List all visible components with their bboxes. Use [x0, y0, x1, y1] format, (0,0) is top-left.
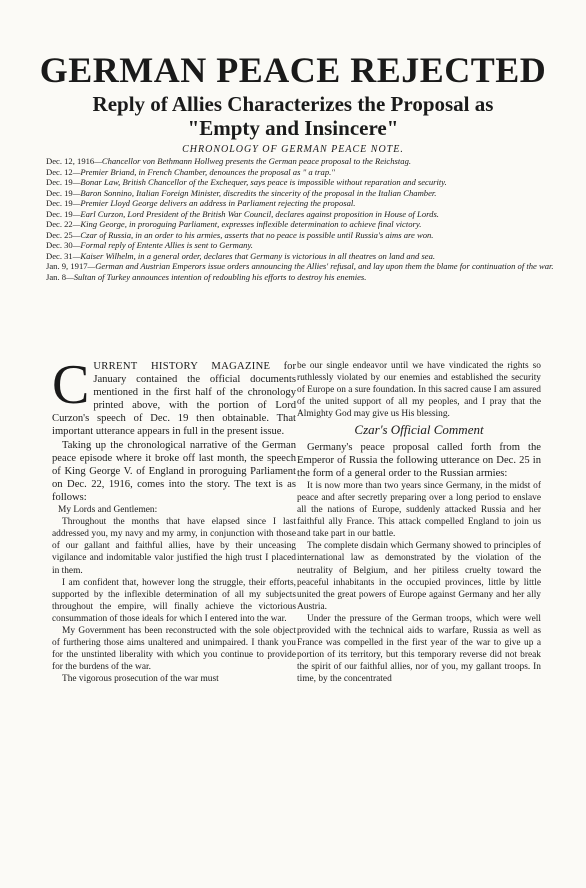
order-paragraph: The complete disdain which Germany showed to principles of international law as demonstrated by the violation of the neutrality of Belgium, and her pitiless cruelty toward the peaceful inhabitants in the occupied provinces, little by little united the great powers of Europe against Germany and her ally Austria.	[297, 541, 541, 612]
subhead: Reply of Allies Characterizes the Proposal as "Empty and Insincere"	[92, 92, 494, 140]
lead-text: for January contained the official documents mentioned in the first half of the chronology printed above, with the portion of Lord Curzon's speech of Dec. 19 then obtainable. That important utterance appears in full in the present issue.	[52, 361, 296, 438]
entry-text: —Premier Briand, in French Chamber, denounces the proposal as " a trap."	[72, 166, 335, 177]
entry-text: —Premier Lloyd George delivers an address in Parliament rejecting the proposal.	[72, 198, 356, 208]
entry-date: Dec. 19	[46, 187, 73, 198]
entry-text: —Kaiser Wilhelm, in a general order, declares that Germany is victorious in all theatres on land and sea.	[72, 250, 436, 261]
entry-text: —German and Austrian Emperors issue orders announcing the Allies' refusal, and lay upon them the blame for continuation of the war.	[87, 261, 554, 271]
entry-date: Jan. 9, 1917	[46, 261, 88, 271]
article-right-column	[297, 360, 541, 685]
lead-paragraph	[52, 354, 296, 439]
speech-paragraph: My Government has been reconstructed with the sole object of furthering those aims unaltered and unimpaired. I thank you for the unstinted liberality with which you continue to provide for the burdens of the war.	[52, 625, 296, 673]
drop-cap: C	[52, 354, 90, 416]
entry-date: Dec. 30	[46, 240, 73, 250]
speech-paragraph: be our single endeavor until we have vindicated the rights so ruthlessly violated by our enemies and established the security of Europe on a sure foundation. In this sacred cause I am assured of the united support of all my peoples, and I pray that the Almighty God may give us His blessing.	[297, 361, 541, 420]
entry-date: Dec. 19	[46, 208, 73, 219]
entry-date: Dec. 12	[46, 166, 73, 177]
chronology-entry	[46, 272, 562, 283]
entry-date: Dec. 19	[46, 177, 73, 187]
chronology-entry	[46, 198, 562, 209]
speech-salutation: My Lords and Gentlemen:	[58, 505, 158, 516]
paragraph: Germany's peace proposal called forth from the Emperor of Russia the following utterance on Dec. 25 in the form of a general order to the Russian armies:	[297, 441, 541, 479]
entry-text: —Chancellor von Bethmann Hollweg presents the German peace proposal to the Reichstag.	[94, 156, 412, 166]
chronology-title: CHRONOLOGY OF GERMAN PEACE NOTE.	[182, 144, 404, 155]
entry-text: —Baron Sonnino, Italian Foreign Minister, discredits the sincerity of the proposal in the Italian Chamber.	[72, 187, 437, 198]
chronology-list	[46, 156, 562, 282]
entry-text: —Bonar Law, British Chancellor of the Exchequer, says peace is impossible without reparation and security.	[72, 177, 447, 187]
chronology-entry	[46, 251, 562, 262]
entry-text: —Czar of Russia, in an order to his armies, asserts that no peace is possible until Russia's aims are won.	[72, 229, 434, 240]
lead-caps: URRENT HISTORY MAGAZINE	[93, 361, 271, 372]
entry-text: —Earl Curzon, Lord President of the British War Council, declares against proposition in House of Lords.	[72, 208, 439, 219]
article-left-column	[52, 354, 296, 685]
section-heading: Czar's Official Comment	[354, 422, 484, 438]
headline: GERMAN PEACE REJECTED	[39, 50, 547, 90]
entry-date: Jan. 8	[46, 271, 67, 282]
entry-text: —Formal reply of Entente Allies is sent to Germany.	[72, 240, 253, 250]
chronology-entry	[46, 230, 562, 241]
chronology-entry	[46, 219, 562, 230]
entry-text: —King George, in proroguing Parliament, expresses inflexible determination to achieve final victory.	[72, 219, 422, 229]
speech-paragraph: The vigorous prosecution of the war must	[62, 674, 219, 685]
chronology-entry	[46, 177, 562, 188]
order-paragraph: Under the pressure of the German troops, which were well provided with the technical aids to warfare, Russia as well as France was compelled in the first year of the war to give up a portion of its territory, but this temporary reverse did not break the spirit of our faithful allies, nor of you, my gallant troops. In time, by the concentrated	[297, 613, 541, 685]
chronology-entry	[46, 261, 562, 272]
chronology-entry	[46, 167, 562, 178]
entry-text: —Sultan of Turkey announces intention of redoubling his efforts to destroy his enemies.	[66, 271, 367, 282]
order-paragraph: It is now more than two years since Germany, in the midst of peace and after secretly preparing over a long period to enslave all the nations of Europe, suddenly attacked Russia and her faithful ally France. This attack compelled England to join us and take part in our battle.	[297, 480, 541, 540]
speech-paragraph: I am confident that, however long the struggle, their efforts, supported by the inflexible determination of all my subjects throughout the empire, will finally achieve the victorious consummation of those ideals for which I entered into the war.	[52, 577, 296, 624]
paragraph: Taking up the chronological narrative of the German peace episode where it broke off last month, the speech of King George V. of England in proroguing Parliament on Dec. 22, 1916, comes into the story. The text is as follows:	[52, 439, 296, 503]
entry-date: Dec. 31	[46, 250, 73, 261]
entry-date: Dec. 19	[46, 198, 73, 208]
chronology-entry	[46, 240, 562, 251]
speech-paragraph: Throughout the months that have elapsed since I last addressed you, my navy and my army, in conjunction with those of our gallant and faithful allies, have by their unceasing vigilance and indomitable valor justified the high trust I placed in them.	[52, 517, 296, 576]
chronology-entry	[46, 156, 562, 167]
entry-date: Dec. 12, 1916	[46, 156, 95, 166]
entry-date: Dec. 25	[46, 229, 73, 240]
entry-date: Dec. 22	[46, 219, 73, 229]
chronology-entry	[46, 209, 562, 220]
chronology-entry	[46, 188, 562, 199]
